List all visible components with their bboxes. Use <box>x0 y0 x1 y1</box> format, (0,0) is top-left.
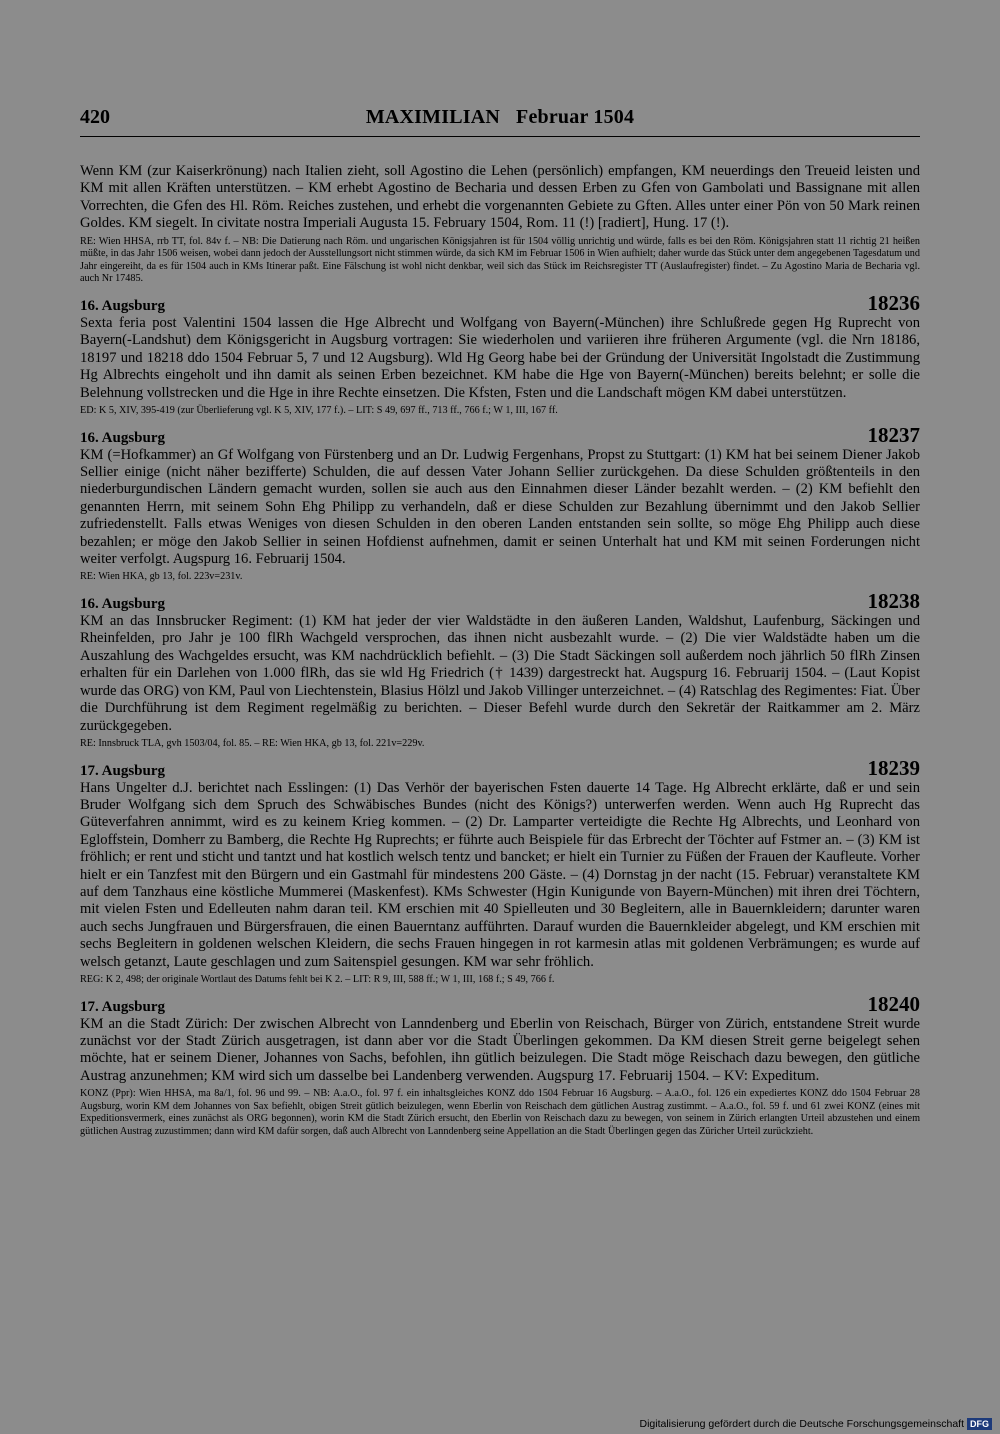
entry-head <box>80 589 920 614</box>
entry-18237 <box>80 422 920 584</box>
dfg-logo-icon: DFG <box>967 1418 992 1430</box>
entry-text: KM an das Innsbrucker Regiment: (1) KM hat jeder der vier Waldstädte in den äußeren Landen, Waldshut, Laufenburg, Säckingen und Rheinfelden, pro Jahr je 100 flRh Wachgeld versprochen, das ihnen nicht ausbezahlt wurde. – (2) Die vier Waldstädte haben um die Auszahlung des Wachgeldes ersucht, was KM nachdrücklich befiehlt. – (3) Die Stadt Säckingen soll außerdem noch jährlich 50 flRh Zinsen erhalten für ein Darlehen von 1.000 flRh, das sie wld Hg Friedrich († 1439) dargestreckt hat. Augspurg 16. Februarij 1504. – (Laut Kopist wurde das ORG) von KM, Paul von Liechtenstein, Blasius Hölzl und Jakob Villinger unterzeichnet. – (4) Ratschlag des Regimentes: Fiat. Über die Durchführung ist dem Regiment regelmäßig zu berichten. – Dieser Befehl wurde durch den Sekretär der Raitkammer am 2. März zurückgegeben. <box>80 613 920 734</box>
entry-18239 <box>80 755 920 987</box>
entry-18238 <box>80 589 920 750</box>
entry-18240 <box>80 991 920 1139</box>
entry-text: Hans Ungelter d.J. berichtet nach Esslingen: (1) Das Verhör der bayerischen Fsten dauerte 14 Tage. Hg Albrecht erklärte, daß er und sein Bruder Wolfgang sich dem Spruch des Schwäbisches Bundes (nicht des Königs?) unterwerfen werden. Wenn auch Hg Ruprecht das Güteverfahren annimmt, wird es zu keinem Krieg kommen. – (2) Dr. Lamparter verteidigte die Rechte Hg Albrechts, und Leonhard von Egloffstein, Domherr zu Bamberg, die Rechte Hg Ruprechts; er führte auch Beispiele für das Erbrecht der Töchter auf Fstmer an. – (3) KM ist fröhlich; er rent und sticht und tantzt und hat kostlich welsch tentz und bancket; er hielt ein Turnier zu Füßen der Frauen der Kaufleute. Vorher hielt er ein Tanzfest mit den Bürgern und ein Gastmahl für mindestens 200 Gäste. – (4) Dornstag jn der nacht (15. Februar) veranstaltete KM auf dem Tanzhaus eine köstliche Mummerei (Maskenfest). KMs Schwester (Hgin Kunigunde von Bayern-München) mit ihren drei Töchtern, mit vielen Fsten und Edelleuten nahm daran teil. KM erschien mit 40 Spielleuten und 30 Begleitern, alle in Bauernkleidern; darunter waren auch sechs Jungfrauen und Bürgersfrauen, die einen Bauerntanz aufführten. Darauf wurden die Bauernkleider abgelegt, und KM erschien mit sechs Begleitern in goldenen welschen Kleidern, die sechs Frauen hingegen in rot karmesin atlas mit goldenen Verbrämungen; es wurde auf welsch getanzt, Laute geschlagen und zum Saitenspiel gesungen. KM war sehr fröhlich. <box>80 779 920 970</box>
entry-number: 18238 <box>867 589 920 614</box>
entry-note: RE: Wien HKA, gb 13, fol. 223v=231v. <box>80 571 243 583</box>
entry-head <box>80 422 920 447</box>
page-number: 420 <box>80 106 110 128</box>
entry-date: 17. Augsburg <box>80 998 166 1015</box>
entry-note: REG: K 2, 498; der originale Wortlaut des Datums fehlt bei K 2. – LIT: R 9, III, 588 ff.; W 1, III, 168 f.; S 49, 766 f. <box>80 973 555 985</box>
entry-number: 18240 <box>867 991 920 1016</box>
document-page <box>80 106 920 1149</box>
running-title-month: Februar 1504 <box>516 106 635 128</box>
running-title <box>80 106 920 129</box>
intro-note: RE: Wien HHSA, rrb TT, fol. 84v f. – NB: Die Datierung nach Röm. und ungarischen Königsjahren ist für 1504 völlig unrichtig und würde, falls es bei den Röm. Königsjahren statt 11 richtig 21 heißen müßte, in das Jahr 1506 weisen, wobei dann jedoch der Ausstellungsort nicht stimmen würde, da sich KM im Februar 1506 in Wien aufhielt; daher wurde das Stück unter dem angegebenen Tagesdatum und Jahr eingereiht, da es für 1504 auch in KMs Itinerar paßt. Eine Fälschung ist wohl nicht denkbar, weil sich das Stück im Reichsregister TT (Auslaufregister) findet. – Zu Agostino Maria de Becharia vgl. auch Nr 17485. <box>80 235 920 285</box>
entry-head <box>80 291 920 315</box>
running-title-name: MAXIMILIAN <box>365 106 501 128</box>
intro-text: Wenn KM (zur Kaiserkrönung) nach Italien zieht, soll Agostino die Lehen (persönlich) empfangen, KM neuerdings den Treueid leisten und KM mit allen Kräften unterstützen. – KM erhebt Agostino de Becharia und dessen Erben zu Gfen von Gambolati und Bassignane mit allen Vorrechten, die Gfen des Hl. Röm. Reiches zustehen, und erhebt die vorgenannten Gebiete zu Gften. Alles unter einer Pön von 50 Mark reinen Goldes. KM siegelt. In civitate nostra Imperiali Augusta 15. February 1504, Rom. 11 (!) [radiert], Hung. 17 (!). <box>80 163 920 232</box>
entry-number: 18237 <box>867 422 920 447</box>
intro-entry <box>80 163 920 286</box>
entry-head <box>80 991 920 1016</box>
entry-number: 18239 <box>867 755 920 780</box>
entry-date: 17. Augsburg <box>80 762 166 779</box>
entry-note: KONZ (Ppr): Wien HHSA, ma 8a/1, fol. 96 und 99. – NB: A.a.O., fol. 97 f. ein inhaltsgleiches KONZ ddo 1504 Februar 16 Augsburg. – A.a.O., fol. 126 ein expediertes KONZ ddo 1504 Februar 28 Augsburg, worin KM dem Johannes von Sax befiehlt, obigen Streit gütlich beizulegen, wenn Eberlin von Reischach dem gütlichen Austrag zustimmt. – A.a.O., fol. 59 f. und 61 zwei KONZ (eines mit Expeditionsvermerk, eines zunächst als ORG begonnen), worin KM die Stadt Zürich ersucht, den Eberlin von Reischach dazu zu bewegen, von seinem in Zürich erlangten Urteil abzustehen und einem gütlichen Austrag zuzustimmen; dann wird KM dafür sorgen, daß auch Albrecht von Lanndenberg seine Appellation an die Stadt Überlingen gegen das Züricher Urteil zurückzieht. <box>80 1088 920 1137</box>
funding-text: Digitalisierung gefördert durch die Deutsche Forschungsgemeinschaft <box>639 1418 964 1430</box>
entry-text: KM an die Stadt Zürich: Der zwischen Albrecht von Lanndenberg und Eberlin von Reischach, Bürger von Zürich, entstandene Streit wurde zunächst vor der Stadt Zürich ausgetragen, ist dann aber vor die Stadt Überlingen gekommen. Da KM diesen Streit gerne beigelegt sehen möchte, hat er seinem Diener, Johannes von Sachs, befohlen, ihn gütlich beizulegen. Die Stadt möge Reischach dazu bewegen, den gütliche Austrag anzunehmen; KM wird sich um dasselbe bei Landenberg verwenden. Augspurg 17. Februarij 1504. – KV: Expeditum. <box>80 1015 920 1084</box>
entry-18236 <box>80 291 920 418</box>
page-header <box>80 106 920 137</box>
entry-date: 16. Augsburg <box>80 298 166 314</box>
entry-date: 16. Augsburg <box>80 429 166 446</box>
entry-text: KM (=Hofkammer) an Gf Wolfgang von Fürstenberg und an Dr. Ludwig Fergenhans, Propst zu Stuttgart: (1) KM hat bei seinem Diener Jakob Sellier einige (nicht näher bezifferte) Schulden, die auf dessen Vater Johann Sellier zurückgehen. Da diese Schulden größtenteils in den niederburgundischen Ländern gemacht wurden, sollen sie auch aus den Einnahmen dieser Länder bezahlt werden. – (2) KM befiehlt den genannten Herrn, mit seinem Sohn Ehg Philipp zu verhandeln, daß er diese Schulden zur Bezahlung übernimmt und den Jakob Sellier zufriedenstellt. Falls etwas Weniges von diesen Schulden in den oberen Landen entstanden sein sollte, so möge Ehg Philipp auch diese bezahlen; er möge den Jakob Sellier in seinen Hofdienst aufnehmen, damit er seinen Unterhalt hat und KM mit seinen Forderungen nicht weiter verfolgt. Augspurg 16. Februarij 1504. <box>80 446 920 568</box>
entry-number: 18236 <box>867 291 920 315</box>
entry-head <box>80 755 920 780</box>
entry-note: ED: K 5, XIV, 395-419 (zur Überlieferung vgl. K 5, XIV, 177 f.). – LIT: S 49, 697 ff., 713 ff., 766 f.; W 1, III, 167 ff. <box>80 405 558 417</box>
entry-text: Sexta feria post Valentini 1504 lassen die Hge Albrecht und Wolfgang von Bayern(-München) ihre Schlußrede gegen Hg Ruprecht von Bayern(-Landshut) dem Königsgericht in Augsburg vortragen: Sie wiederholen und variieren ihre früheren Argumente (vgl. die Nrn 18186, 18197 und 18218 ddo 1504 Februar 5, 7 und 12 Augsburg). Wld Hg Georg habe bei der Gründung der Universität Ingolstadt die Zustimmung Hg Albrechts eingeholt und ihn damit als seinen Erben bezeichnet. KM habe die Hge von Bayern(-München) bereits belehnt; er solle die Belehnung vollstrecken und die Hge in ihre Rechte einsetzen. Die Kfsten, Fsten und die Landschaft mögen KM dabei unterstützen. <box>80 315 920 401</box>
entry-date: 16. Augsburg <box>80 596 166 613</box>
funding-footer <box>639 1418 992 1430</box>
entry-note: RE: Innsbruck TLA, gvh 1503/04, fol. 85. – RE: Wien HKA, gb 13, fol. 221v=229v. <box>80 737 425 749</box>
